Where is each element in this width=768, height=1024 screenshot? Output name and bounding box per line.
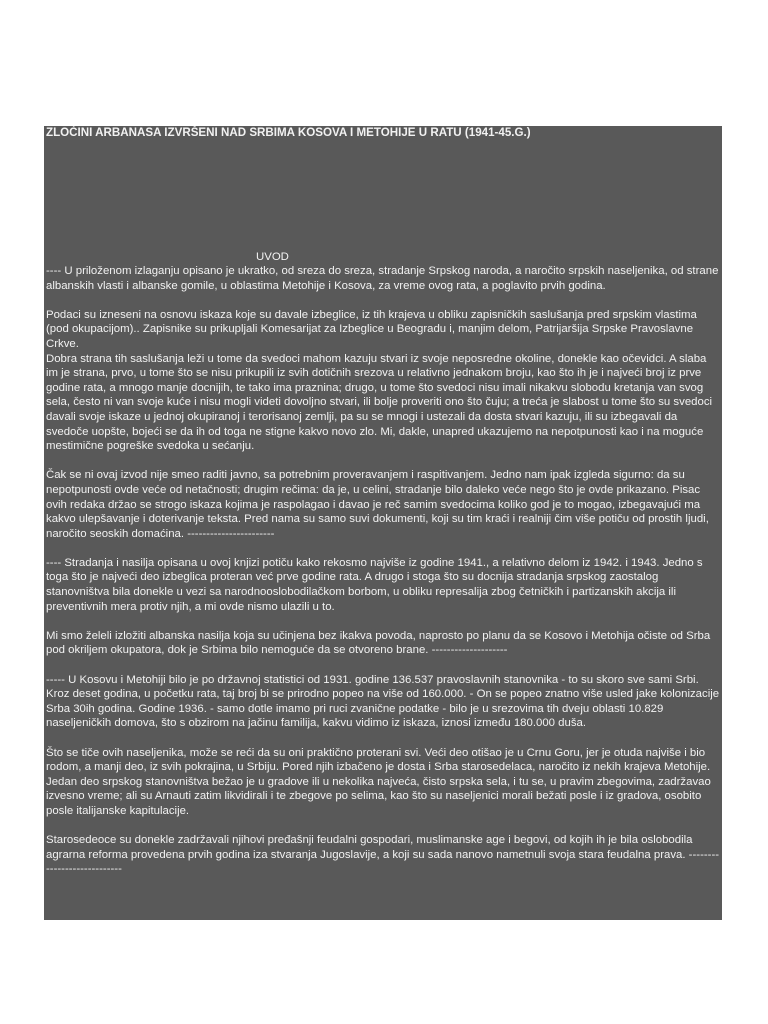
paragraph-gap	[46, 454, 721, 469]
paragraph: Podaci su izneseni na osnovu iskaza koje su davale izbeglice, iz tih krajeva u obliku zapisničkih saslušanja pred srpskim vlastima (pod okupacijom).. Zapisnike su prikupljali Komesarijat za Izbeglice u Beogradu i, manjim delom, Patrijaršija Srpske Pravoslavne Crkve.	[46, 308, 697, 350]
document-panel	[44, 126, 722, 920]
paragraph: Starosedeoce su donekle zadržavali njihovi pređašnji feudalni gospodari, muslimanske age i begovi, od kojih ih je bila oslobodila agrarna reforma provedena prvih godina iza stvaranja Jugoslavije, a koji su sada nanovo nametnuli svoja stara feudalna prava. ----------------------------	[46, 834, 720, 876]
document-title: ZLOĆINI ARBANASA IZVRŠENI NAD SRBIMA KOSOVA I METOHIJE U RATU (1941-45.G.)	[46, 126, 531, 139]
paragraph: Čak se ni ovaj izvod nije smeo raditi javno, sa potrebnim proveravanjem i raspitivanjem. Jedno nam ipak izgleda sigurno: da su nepotpunosti ovde veće od netačnosti; drugim rečima: da je, u celini, stradanje bilo daleko veće nego što je ovde prikazano. Pisac ovih redaka držao se strogo iskaza kojima je raspolagao i davao je reč samim svedocima koliko god je to mogao, izbegavajući ma kakvo ulepšavanje i doterivanje teksta. Pred nama su samo suvi dokumenti, koji su tim kraći i realniji čim više potiču od prostih ljudi, naročito seoskih domaćina. -----------------------	[46, 469, 709, 540]
paragraph-gap	[46, 293, 721, 308]
paragraph-gap	[46, 614, 721, 629]
title-spacer	[46, 140, 721, 250]
paragraph: Mi smo želeli izložiti albanska nasilja koja su učinjena bez ikakva povoda, naprosto po planu da se Kosovo i Metohija očiste od Srba pod okriljem okupatora, dok je Srbima bilo nemoguće da se otvoreno brane. --------------------	[46, 629, 711, 657]
paragraph-gap	[46, 541, 721, 556]
paragraph: Što se tiče ovih naseljenika, može se reći da su oni praktično proterani svi. Veći deo otišao je u Crnu Goru, jer je otuda najviše i bio rodom, a manji deo, iz svih pokrajina, u Srbiju. Pored njih izbačeno je dosta i Srba starosedelaca, naročito iz nekih krajeva Metohije. Jedan deo srpskog stanovništva bežao je u gradove ili u nekolika najveća, čisto srpska sela, i tu se, u pravim zbegovima, zadržavao izvesno vreme; ali su Arnauti zatim likvidirali i te zbegove po selima, kao što su naseljenici morali bežati posle i iz gradova, osobito posle italijanske kapitulacije.	[46, 746, 711, 817]
paragraph: Dobra strana tih saslušanja leži u tome da svedoci mahom kazuju stvari iz svoje neposredne okoline, donekle kao očevidci. A slaba im je strana, prvo, u tome što se nisu prikupili iz svih dotičnih srezova u relativno jednakom broju, kao što ih je i najveći broj iz prve godine rata, a mnogo manje docnijih, te tako ima praznina; drugo, u tome što svedoci nisu imali nikakvu slobodu kretanja van svog sela, često ni van svoje kuće i nisu mogli videti dovoljno stvari, ili bolje proveriti ono što čuju; a treća je slabost u tome što su svedoci davali svoje iskaze u jednoj okupiranoj i terorisanoj zemlji, pa su se mnogi i ustezali da dosta stvari kazuju, ili su izbegavali da svedoče uopšte, bojeći se da ih od toga ne stigne kakvo novo zlo. Mi, dakle, unapred ukazujemo na nepotpunosti kao i na moguće mestimične pogreške svedoka u sećanju.	[46, 352, 713, 453]
paragraph: ----- U Kosovu i Metohiji bilo je po državnoj statistici od 1931. godine 136.537 pravoslavnih stanovnika - to su skoro sve sami Srbi. Kroz deset godina, u početku rata, taj broj bi se prirodno popeo na više od 160.000. - On se popeo znatno više usled jake kolonizacije Srba 30ih godina. Godine 1936. - samo dotle imamo pri ruci zvanične podatke - bilo je u srezovima tih dveju oblasti 10.829 naseljeničkih domova, što s obzirom na jačinu familija, kakvu vidimo iz iskaza, iznosi između 180.000 duša.	[46, 673, 720, 730]
paragraph-gap	[46, 819, 721, 834]
paragraph: ---- U priloženom izlaganju opisano je ukratko, od sreza do sreza, stradanje Srpskog naroda, a naročito srpskih naseljenika, od strane albanskih vlasti i albanske gomile, u oblastima Metohije i Kosova, za vreme ovog rata, a poglavito prvih godina.	[46, 265, 719, 292]
paragraph-gap	[46, 658, 721, 673]
paragraph-gap	[46, 731, 721, 746]
section-heading: UVOD	[256, 251, 289, 263]
paragraph: ---- Stradanja i nasilja opisana u ovoj knjizi potiču kako rekosmo najviše iz godine 1941., a relativno delom iz 1942. i 1943. Jedno s toga što je najveći deo izbeglica proteran već prve godine rata. A drugo i stoga što su docnija stradanja srpskog zaostalog stanovništva bila donekle u vezi sa narodnooslobodilačkom borbom, u obliku represalija zbog četničkih i partizanskih akcija ili preventivnih mera protiv njih, a mi ovde nismo ulazili u to.	[46, 556, 703, 613]
